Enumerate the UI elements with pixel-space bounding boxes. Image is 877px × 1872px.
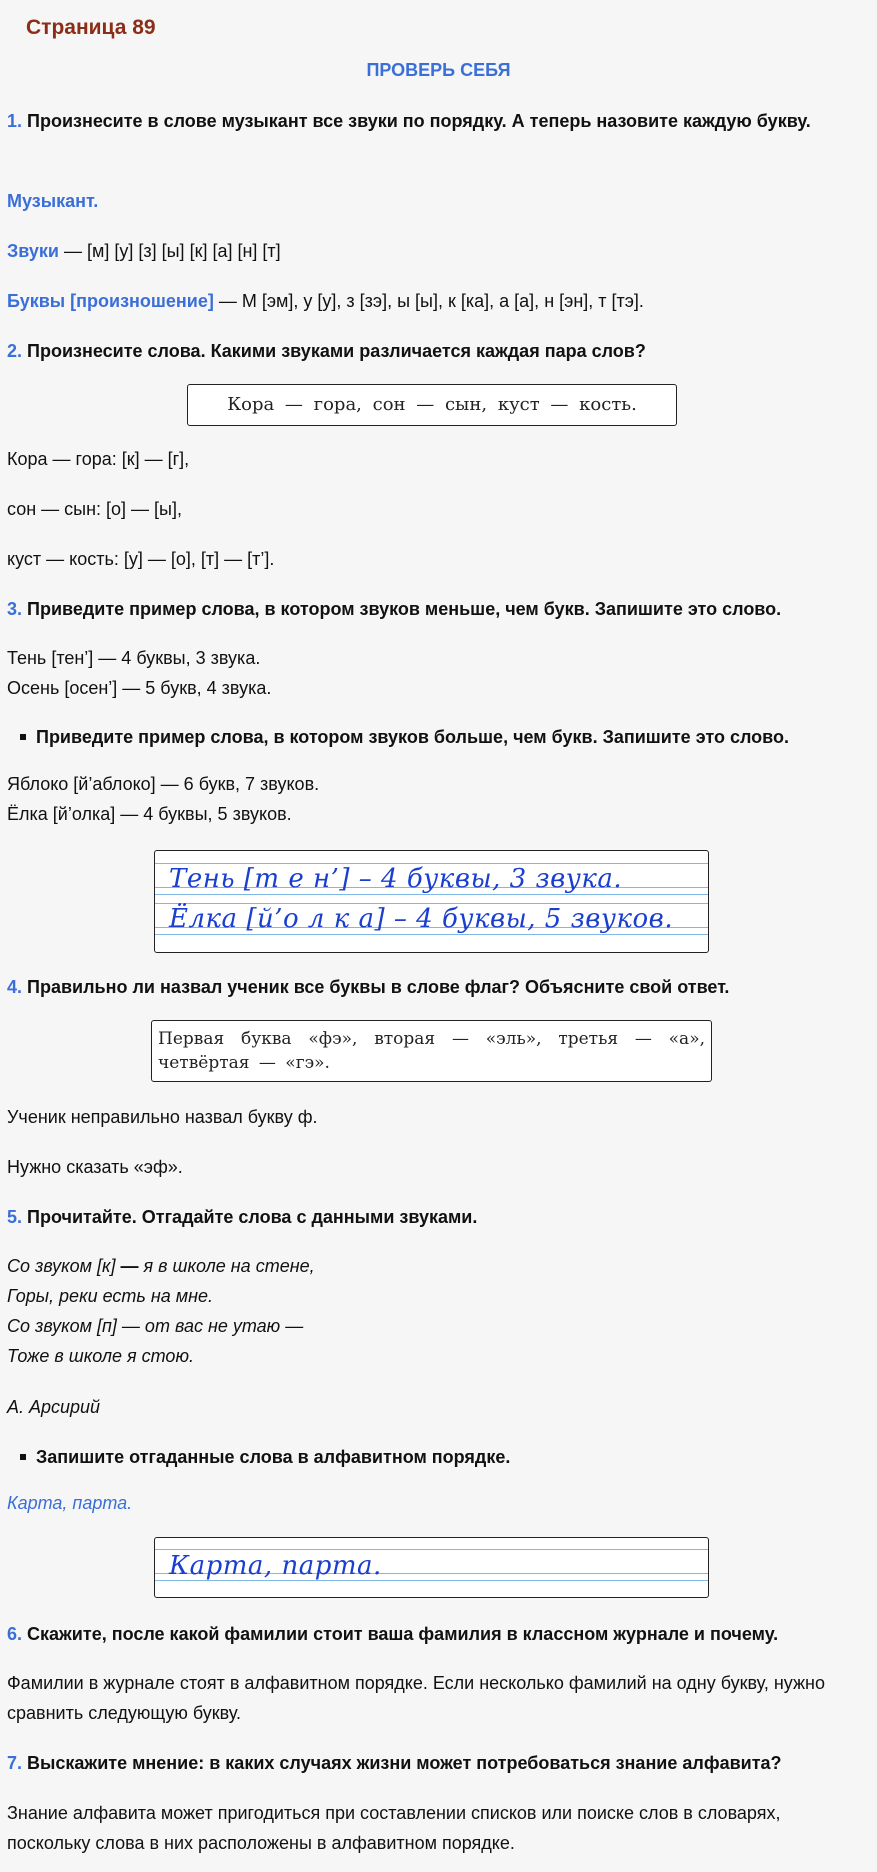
question-5 — [7, 1202, 867, 1232]
poem-fragment: я в школе на стене, — [143, 1256, 315, 1276]
answer-line: сон — сын: [о] — [ы], — [7, 499, 182, 519]
answer-line: Кора — гора: [к] — [г], — [7, 449, 190, 469]
bullet-text: Запишите отгаданные слова в алфавитном порядке. — [36, 1447, 511, 1467]
question-text: Правильно ли назвал ученик все буквы в слове флаг? Объясните свой ответ. — [27, 977, 730, 997]
textbook-excerpt: Кора — гора, сон — сын, куст — кость. — [187, 384, 677, 426]
bullet-item — [7, 722, 867, 752]
answer-line: Осень [осен’] — 5 букв, 4 звука. — [7, 678, 272, 698]
bullet-text: Приведите пример слова, в котором звуков больше, чем букв. Запишите это слово. — [36, 727, 790, 747]
poem-line: Тоже в школе я стою. — [7, 1346, 194, 1366]
poem-dash: — — [120, 1256, 144, 1276]
question-text: Приведите пример слова, в котором звуков меньше, чем букв. Запишите это слово. — [27, 599, 782, 619]
answer-word: Музыкант. — [7, 191, 99, 211]
textbook-excerpt: Первая буква «фэ», вторая — «эль», третья — «а», четвёртая — «гэ». — [151, 1020, 712, 1082]
section-title: ПРОВЕРЬ СЕБЯ — [366, 60, 511, 80]
poem-line: Со звуком [п] — от вас не утаю — — [7, 1316, 304, 1336]
notebook-image — [154, 850, 709, 953]
question-7 — [7, 1748, 867, 1778]
question-4 — [7, 972, 867, 1002]
answer-line: Ученик неправильно назвал букву ф. — [7, 1107, 318, 1127]
question-6 — [7, 1619, 867, 1649]
answer-paragraph: Знание алфавита может пригодиться при составлении списков или поиске слов в словарях, поскольку слова в них расположены в алфавитном порядке. — [7, 1803, 781, 1853]
bullet-item — [7, 1442, 867, 1472]
bullet-marker — [20, 734, 26, 740]
answer-line: Яблоко [й’аблоко] — 6 букв, 7 звуков. — [7, 774, 320, 794]
question-text: Прочитайте. Отгадайте слова с данными звуками. — [27, 1207, 478, 1227]
notebook-image — [154, 1537, 709, 1598]
answer-paragraph: Фамилии в журнале стоят в алфавитном порядке. Если несколько фамилий на одну букву, нужно сравнить следующую букву. — [7, 1673, 825, 1723]
sounds-value: — [м] [у] [з] [ы] [к] [а] [н] [т] — [58, 241, 281, 261]
sounds-label: Звуки — [7, 241, 59, 261]
answer-line: Карта, парта. — [7, 1493, 133, 1513]
handwritten-line: Карта, парта. — [169, 1551, 382, 1581]
handwritten-line: Ёлка [й’о л к а] – 4 буквы, 5 звуков. — [169, 904, 674, 934]
sounds-line — [7, 236, 867, 266]
question-number: 5. — [7, 1207, 23, 1227]
question-number: 4. — [7, 977, 23, 997]
question-2 — [7, 336, 867, 366]
poem-author: А. Арсирий — [7, 1397, 101, 1417]
poem-fragment: Со звуком [к] — [7, 1256, 121, 1276]
answer-line: Нужно сказать «эф». — [7, 1157, 183, 1177]
bullet-marker — [20, 1454, 26, 1460]
question-number: 1. — [7, 111, 23, 131]
question-text: Произнесите в слове музыкант все звуки по порядку. А теперь назовите каждую букву. — [27, 111, 811, 131]
poem-line — [7, 1251, 867, 1281]
letters-line — [7, 286, 867, 316]
handwritten-line: Тень [т е н’] – 4 буквы, 3 звука. — [169, 864, 623, 894]
letters-label: Буквы [произношение] — [7, 291, 214, 311]
question-text: Скажите, после какой фамилии стоит ваша фамилия в классном журнале и почему. — [27, 1624, 779, 1644]
answer-line: Ёлка [й’олка] — 4 буквы, 5 звуков. — [7, 804, 292, 824]
answer-line: куст — кость: [у] — [о], [т] — [т’]. — [7, 549, 275, 569]
question-text: Выскажите мнение: в каких случаях жизни может потребоваться знание алфавита? — [27, 1753, 782, 1773]
question-number: 2. — [7, 341, 23, 361]
letters-value: — М [эм], у [у], з [зэ], ы [ы], к [ка], а [а], н [эн], т [тэ]. — [213, 291, 644, 311]
question-3 — [7, 594, 867, 624]
question-text: Произнесите слова. Какими звуками различается каждая пара слов? — [27, 341, 646, 361]
poem-line: Горы, реки есть на мне. — [7, 1286, 214, 1306]
question-number: 7. — [7, 1753, 23, 1773]
question-1 — [7, 106, 867, 136]
page-title: Страница 89 — [26, 16, 156, 39]
question-number: 3. — [7, 599, 23, 619]
answer-line: Тень [тен’] — 4 буквы, 3 звука. — [7, 648, 261, 668]
question-number: 6. — [7, 1624, 23, 1644]
